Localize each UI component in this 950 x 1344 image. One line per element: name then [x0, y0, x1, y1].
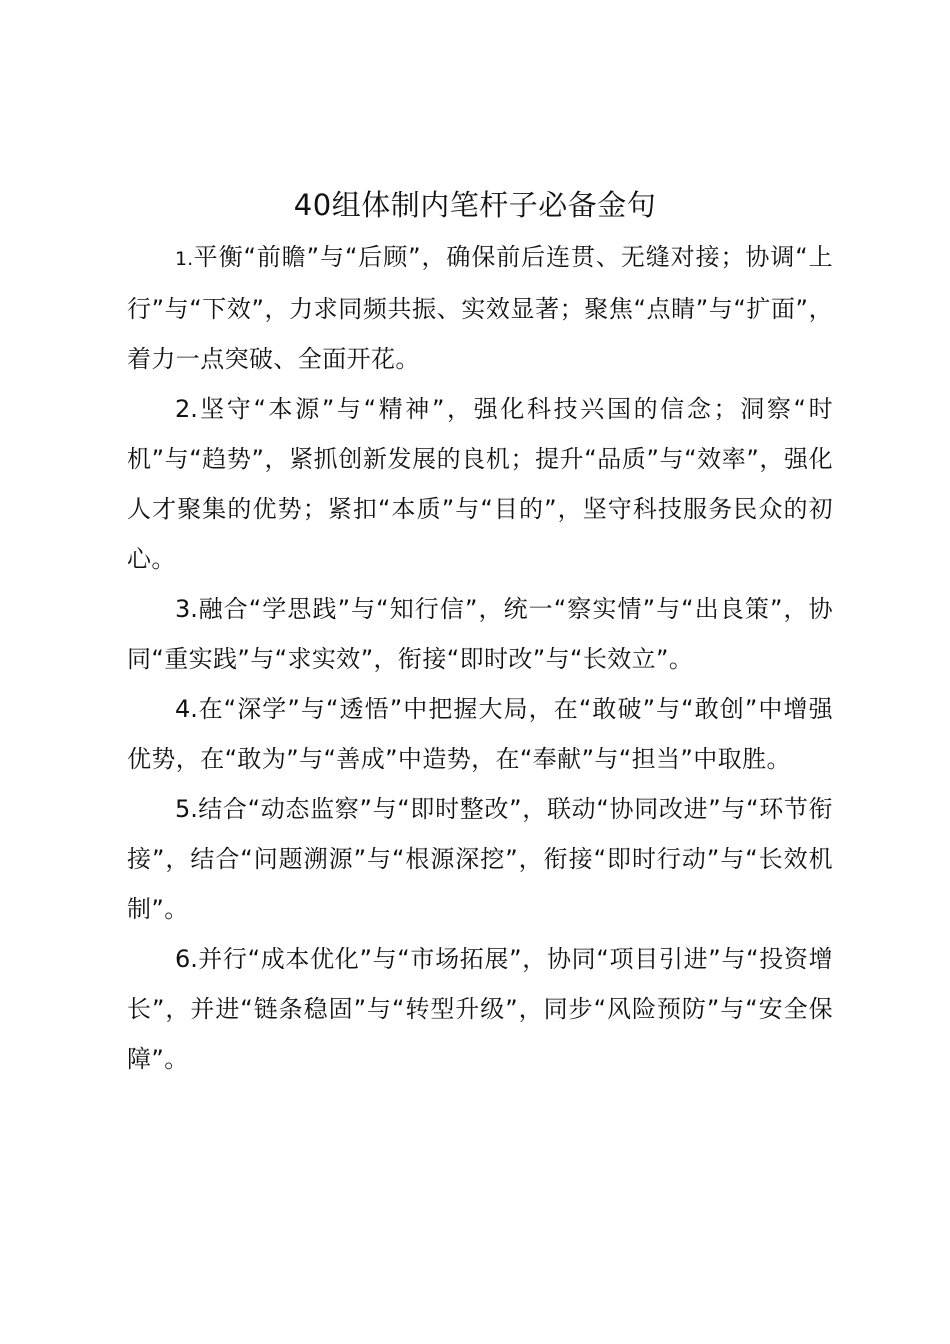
paragraph-text: 在“深学”与“透悟”中把握大局，在“敢破”与“敢创”中增强优势，在“敢为”与“善成”中造势，在“奉献”与“担当”中取胜。 — [127, 695, 833, 773]
document-title: 40组体制内笔杆子必备金句 — [293, 188, 657, 222]
paragraph-4 — [127, 684, 833, 784]
paragraph-number: 3. — [175, 595, 198, 623]
paragraph-6 — [127, 934, 833, 1084]
paragraph-text: 融合“学思践”与“知行信”，统一“察实情”与“出良策”，协同“重实践”与“求实效”，衔接“即时改”与“长效立”。 — [127, 595, 833, 673]
paragraph-3 — [127, 584, 833, 684]
paragraph-5 — [127, 784, 833, 934]
paragraph-1 — [127, 232, 833, 384]
document-body — [127, 232, 833, 1084]
paragraph-text: 结合“动态监察”与“即时整改”，联动“协同改进”与“环节衔接”，结合“问题溯源”与“根源深挖”，衔接“即时行动”与“长效机制”。 — [127, 795, 833, 923]
paragraph-text: 坚守“本源”与“精神”，强化科技兴国的信念；洞察“时机”与“趋势”，紧抓创新发展的良机；提升“品质”与“效率”，强化人才聚集的优势；紧扣“本质”与“目的”，坚守科技服务民众的初心。 — [127, 395, 833, 573]
paragraph-number: 6. — [175, 945, 198, 973]
paragraph-number: 5. — [175, 795, 198, 823]
paragraph-number: 1. — [175, 248, 194, 270]
paragraph-text: 并行“成本优化”与“市场拓展”，协同“项目引进”与“投资增长”，并进“链条稳固”与“转型升级”，同步“风险预防”与“安全保障”。 — [127, 945, 833, 1073]
paragraph-number: 2. — [175, 395, 198, 423]
paragraph-2 — [127, 384, 833, 584]
paragraph-text: 平衡“前瞻”与“后顾”，确保前后连贯、无缝对接；协调“上行”与“下效”，力求同频共振、实效显著；聚焦“点睛”与“扩面”，着力一点突破、全面开花。 — [127, 243, 833, 373]
paragraph-number: 4. — [175, 695, 198, 723]
